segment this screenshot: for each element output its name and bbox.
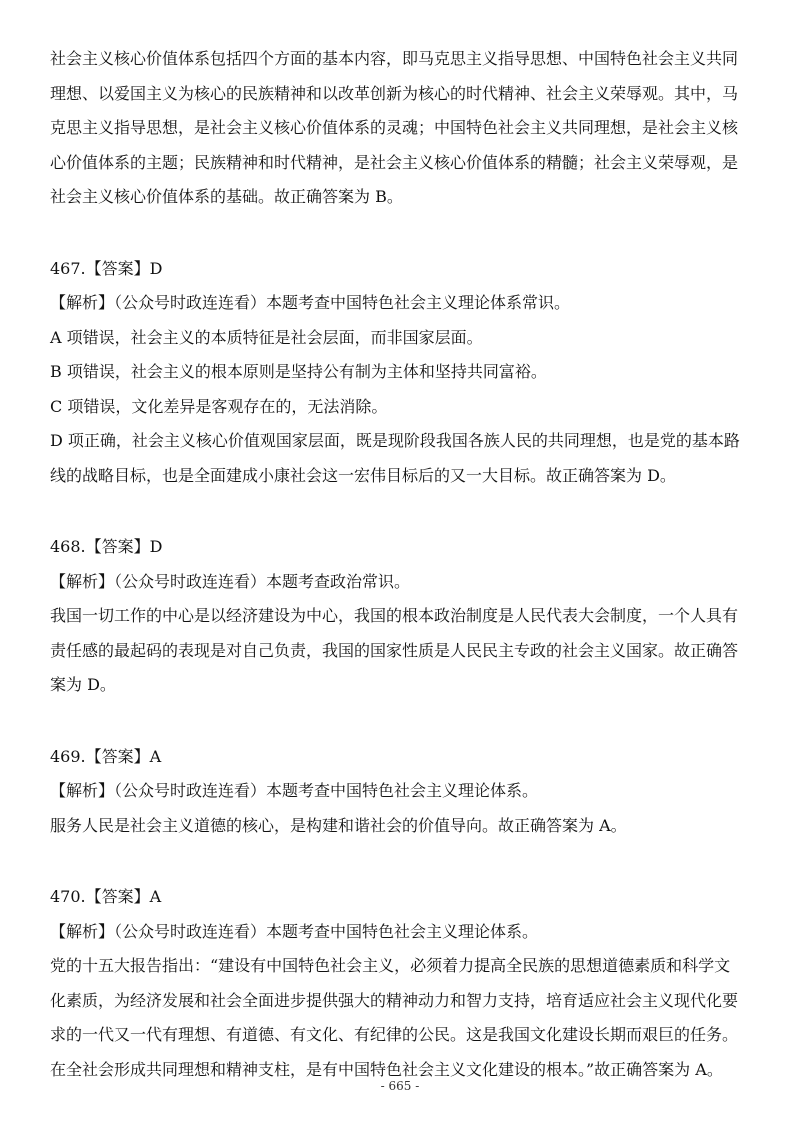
text-line: 责任感的最起码的表现是对自己负责，我国的国家性质是人民民主专政的社会主义国家。故正确答 — [50, 640, 739, 660]
analysis-heading: 【解析】（公众号时政连连看）本题考查中国特色社会主义理论体系常识。 — [50, 293, 571, 312]
text-line: 社会主义核心价值体系的基础。故正确答案为 B。 — [50, 187, 403, 206]
analysis-heading: 【解析】（公众号时政连连看）本题考查中国特色社会主义理论体系。 — [50, 921, 539, 941]
question-469 — [50, 740, 750, 844]
analysis-heading: 【解析】（公众号时政连连看）本题考查政治常识。 — [50, 571, 411, 591]
question-467 — [50, 252, 750, 494]
text-line: 线的战略目标，也是全面建成小康社会这一宏伟目标后的又一大目标。故正确答案为 D。 — [50, 465, 676, 485]
question-470 — [50, 880, 750, 1087]
intro-paragraph — [50, 42, 750, 215]
answer-heading: 469.【答案】A — [50, 746, 162, 766]
text-line: 社会主义核心价值体系包括四个方面的基本内容，即马克思主义指导思想、中国特色社会主义共同 — [50, 49, 739, 68]
text-line: B 项错误，社会主义的根本原则是坚持公有制为主体和坚持共同富裕。 — [50, 362, 547, 381]
text-line: 在全社会形成共同理想和精神支柱，是有中国特色社会主义文化建设的根本。”故正确答案为 A。 — [50, 1059, 723, 1079]
text-line: 案为 D。 — [50, 675, 116, 694]
answer-heading: 468.【答案】D — [50, 537, 163, 556]
text-line: 求的一代又一代有理想、有道德、有文化、有纪律的公民。这是我国文化建设长期而艰巨的任务。 — [50, 1025, 739, 1044]
text-line: A 项错误，社会主义的本质特征是社会层面，而非国家层面。 — [50, 327, 483, 347]
page-content — [50, 42, 750, 1087]
text-line: 心价值体系的主题；民族精神和时代精神，是社会主义核心价值体系的精髓；社会主义荣辱观，是 — [50, 152, 739, 172]
question-468 — [50, 530, 750, 703]
text-line: 服务人民是社会主义道德的核心，是构建和谐社会的价值导向。故正确答案为 A。 — [50, 815, 627, 835]
text-line: 我国一切工作的中心是以经济建设为中心，我国的根本政治制度是人民代表大会制度，一个人具有 — [50, 606, 739, 625]
analysis-heading: 【解析】（公众号时政连连看）本题考查中国特色社会主义理论体系。 — [50, 781, 539, 800]
text-line: C 项错误，文化差异是客观存在的，无法消除。 — [50, 396, 388, 416]
answer-heading: 467.【答案】D — [50, 258, 163, 278]
text-line: 理想、以爱国主义为核心的民族精神和以改革创新为核心的时代精神、社会主义荣辱观。其中，马 — [50, 83, 739, 103]
answer-heading: 470.【答案】A — [50, 887, 162, 906]
text-line: 克思主义指导思想，是社会主义核心价值体系的灵魂；中国特色社会主义共同理想，是社会主义核 — [50, 118, 739, 137]
text-line: 化素质，为经济发展和社会全面进步提供强大的精神动力和智力支持，培育适应社会主义现代化要 — [50, 990, 739, 1010]
page-number: - 665 - — [380, 1079, 420, 1093]
text-line: D 项正确，社会主义核心价值观国家层面，既是现阶段我国各族人民的共同理想，也是党的基本路 — [50, 431, 740, 450]
text-line: 党的十五大报告指出：“建设有中国特色社会主义，必须着力提高全民族的思想道德素质和科学文 — [50, 956, 731, 975]
